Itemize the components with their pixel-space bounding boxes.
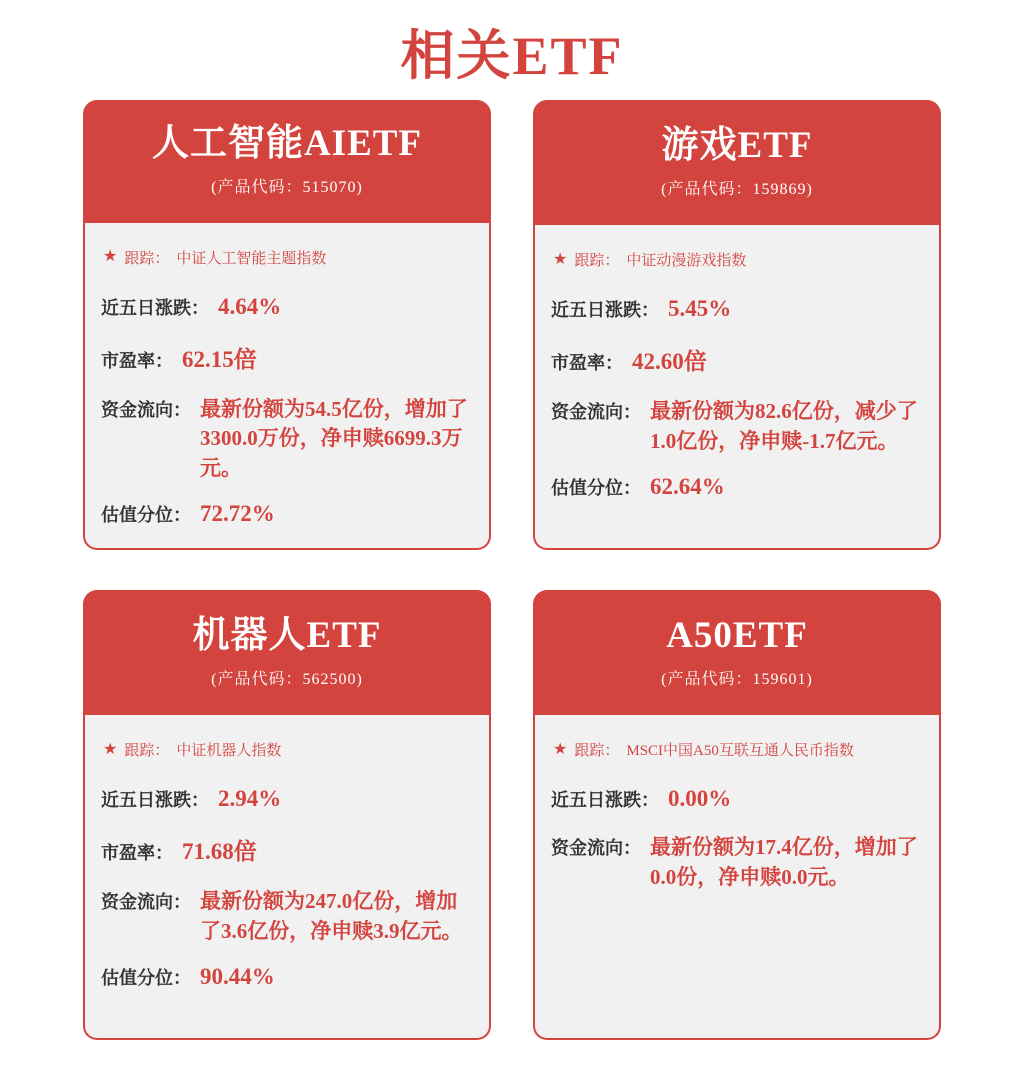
fund-flow-row (551, 833, 927, 893)
five-day-value: 0.00% (668, 786, 732, 811)
etf-cards-grid (0, 100, 1024, 1040)
five-day-label: 近五日涨跌： (101, 297, 209, 318)
star-icon: ★ (553, 250, 568, 268)
card-header (533, 590, 941, 715)
card-header (533, 100, 941, 225)
five-day-row (101, 294, 477, 320)
track-index: 中证机器人指数 (176, 743, 282, 759)
five-day-label: 近五日涨跌： (551, 790, 659, 810)
five-day-row (101, 786, 477, 812)
card-body (83, 223, 491, 550)
etf-name: 机器人ETF (192, 614, 382, 656)
fund-flow-label: 资金流向： (101, 892, 191, 912)
valuation-value: 90.44% (200, 963, 275, 989)
five-day-value: 5.45% (668, 296, 732, 321)
valuation-label: 估值分位： (101, 967, 191, 988)
card-header (83, 100, 491, 223)
card-body (533, 225, 941, 550)
five-day-label: 近五日涨跌： (551, 300, 659, 320)
valuation-row (101, 964, 477, 990)
five-day-row (551, 786, 927, 812)
pe-row (101, 341, 477, 374)
track-label: 跟踪： (124, 743, 170, 759)
etf-card-a50 (533, 590, 941, 1040)
etf-product-code: (产品代码：515070) (211, 179, 363, 197)
track-label: 跟踪： (124, 250, 170, 267)
pe-label: 市盈率： (551, 353, 623, 373)
fund-flow-row (101, 395, 477, 484)
track-row (103, 247, 477, 268)
etf-name: A50ETF (666, 614, 808, 656)
star-icon: ★ (103, 740, 118, 758)
etf-product-code: (产品代码：159601) (661, 670, 813, 688)
pe-value: 62.15倍 (182, 346, 257, 372)
etf-product-code: (产品代码：562500) (211, 670, 363, 688)
five-day-label: 近五日涨跌： (101, 790, 209, 810)
valuation-label: 估值分位： (551, 477, 641, 498)
valuation-row (101, 501, 477, 527)
track-index: 中证人工智能主题指数 (176, 250, 327, 267)
pe-row (551, 343, 927, 376)
pe-value: 42.60倍 (632, 349, 707, 374)
etf-card-robot (83, 590, 491, 1040)
valuation-label: 估值分位： (101, 505, 191, 525)
etf-product-code: (产品代码：159869) (661, 180, 813, 198)
pe-row (101, 833, 477, 866)
track-row (553, 739, 927, 760)
etf-card-ai (83, 100, 491, 550)
pe-label: 市盈率： (101, 350, 173, 371)
valuation-row (551, 474, 927, 500)
track-row (103, 739, 477, 760)
five-day-row (551, 296, 927, 322)
fund-flow-value: 最新份额为54.5亿份，增加了3300.0万份，净申赎6699.3万元。 (200, 396, 468, 481)
card-body (533, 715, 941, 1040)
page-title: 相关ETF (400, 26, 624, 86)
track-row (553, 249, 927, 270)
fund-flow-value: 最新份额为247.0亿份，增加了3.6亿份，净申赎3.9亿元。 (200, 889, 463, 943)
five-day-value: 4.64% (218, 293, 282, 319)
fund-flow-value: 最新份额为17.4亿份，增加了0.0份，净申赎0.0元。 (650, 835, 918, 889)
etf-name: 游戏ETF (661, 124, 813, 166)
etf-card-game (533, 100, 941, 550)
fund-flow-label: 资金流向： (101, 399, 191, 420)
card-body (83, 715, 491, 1040)
five-day-value: 2.94% (218, 786, 282, 811)
track-label: 跟踪： (574, 743, 620, 759)
valuation-value: 62.64% (650, 473, 725, 499)
track-index: MSCI中国A50互联互通人民币指数 (626, 743, 854, 759)
fund-flow-label: 资金流向： (551, 838, 641, 858)
track-label: 跟踪： (574, 253, 620, 269)
fund-flow-value: 最新份额为82.6亿份，减少了1.0亿份，净申赎-1.7亿元。 (650, 399, 918, 453)
valuation-value: 72.72% (200, 501, 275, 526)
star-icon: ★ (553, 740, 568, 758)
fund-flow-row (551, 397, 927, 457)
pe-label: 市盈率： (101, 843, 173, 863)
etf-name: 人工智能AIETF (151, 123, 423, 165)
star-icon: ★ (103, 248, 118, 266)
pe-value: 71.68倍 (182, 839, 257, 864)
track-index: 中证动漫游戏指数 (626, 253, 747, 269)
fund-flow-row (101, 887, 477, 947)
card-header (83, 590, 491, 715)
fund-flow-label: 资金流向： (551, 402, 641, 422)
